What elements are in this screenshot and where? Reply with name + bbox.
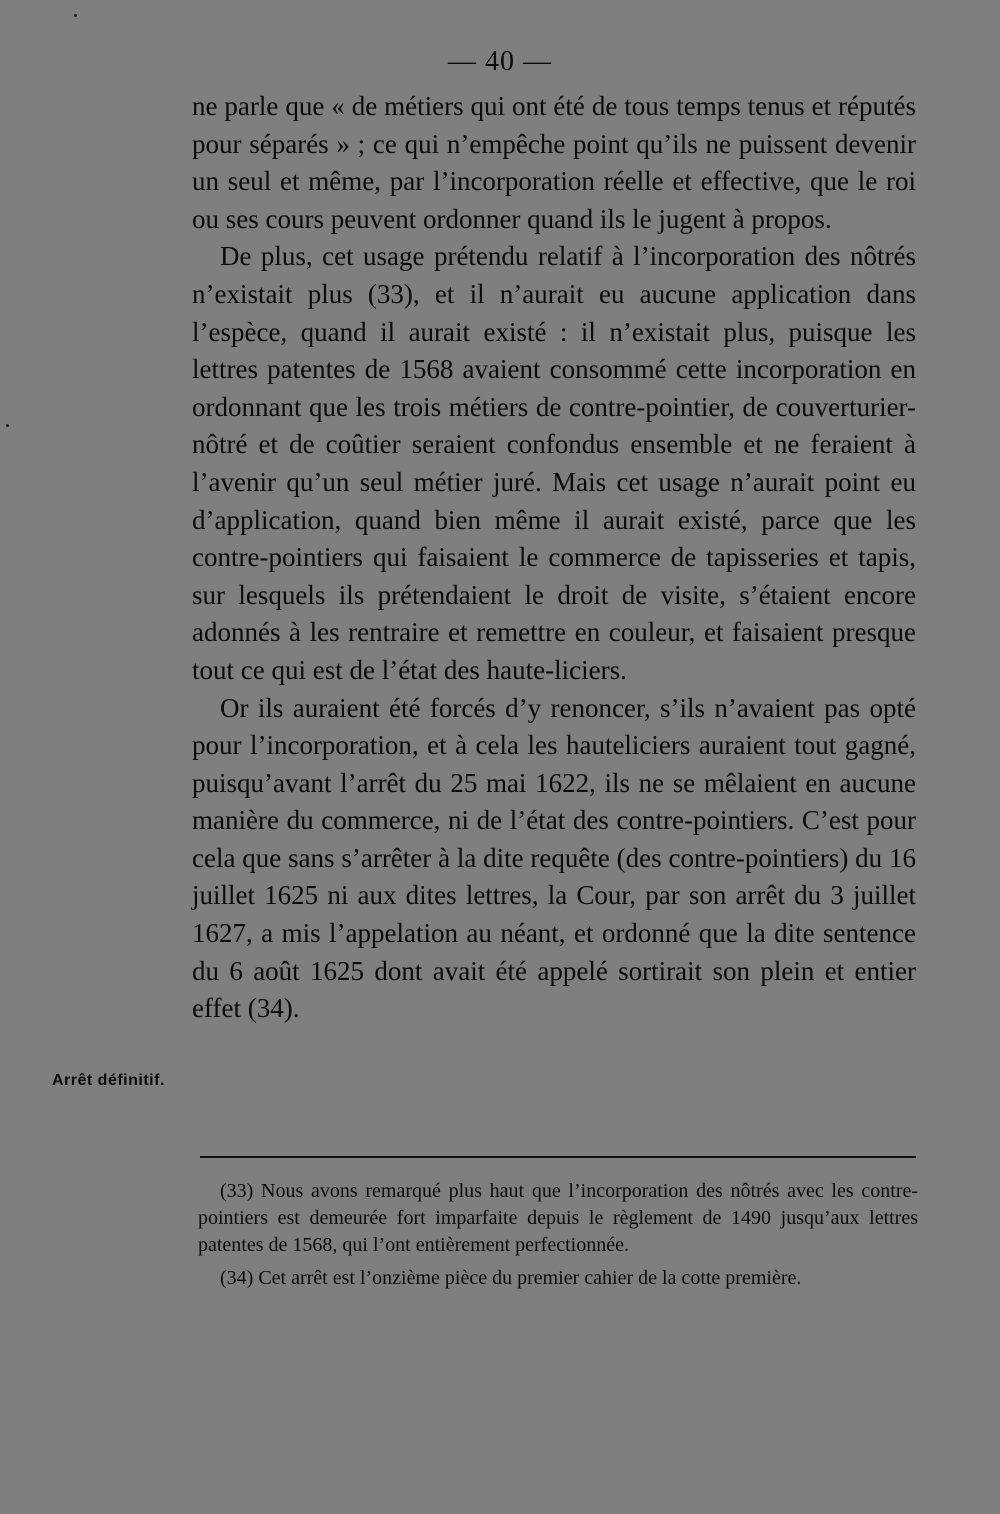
- footnote: (34) Cet arrêt est l’onzième pièce du premier cahier de la cotte première.: [220, 1267, 802, 1289]
- footnotes: [198, 1178, 918, 1298]
- paragraph: ne parle que « de métiers qui ont été de tous temps tenus et réputés pour séparés » ; ce qui n’empêche point qu’ils ne puissent devenir un seul et même, par l’incorporation réelle et effective, que le roi ou ses cours peuvent ordonner quand ils le jugent à propos.: [192, 91, 916, 234]
- paragraph: Or ils auraient été forcés d’y renoncer, s’ils n’avaient pas opté pour l’incorporation, et à cela les hauteliciers auraient tout gagné, puisqu’avant l’arrêt du 25 mai 1622, ils ne se mêlaient en aucune manière du commerce, ni de l’état des contre-pointiers. C’est pour cela que sans s’arrêter à la dite requête (des contre-pointiers) du 16 juillet 1625 ni aux dites lettres, la Cour, par son arrêt du 3 juillet 1627, a mis l’appelation au néant, et ordonné que la dite sentence du 6 août 1625 dont avait été appelé sortirait son plein et entier effet (34).: [192, 692, 916, 1024]
- scan-speck: [74, 14, 77, 17]
- main-text: [192, 88, 916, 1028]
- margin-note: Arrêt définitif.: [52, 1072, 165, 1089]
- scan-speck: [6, 424, 9, 427]
- footnote-divider: [200, 1156, 916, 1158]
- paragraph: De plus, cet usage prétendu relatif à l’incorporation des nôtrés n’existait plus (33), et il n’aurait eu aucune application dans l’espèce, quand il aurait existé : il n’existait plus, puisque les lettres patentes de 1568 avaient consommé cette incorporation en ordonnant que les trois métiers de contre-pointier, de couverturier-nôtré et de coûtier seraient confondus ensemble et ne feraient à l’avenir qu’un seul métier juré. Mais cet usage n’aurait point eu d’application, quand bien même il aurait existé, parce que les contre-pointiers qui faisaient le commerce de tapisseries et tapis, sur lesquels ils prétendaient le droit de visite, s’étaient encore adonnés à les rentraire et remettre en couleur, et faisaient presque tout ce qui est de l’état des haute-liciers.: [192, 241, 916, 685]
- page-number: — 40 —: [448, 46, 552, 77]
- footnote: (33) Nous avons remarqué plus haut que l’incorporation des nôtrés avec les contre-pointiers est demeurée fort imparfaite depuis le règlement de 1490 jusqu’aux lettres patentes de 1568, qui l’ont entièrement perfectionnée.: [198, 1180, 918, 1256]
